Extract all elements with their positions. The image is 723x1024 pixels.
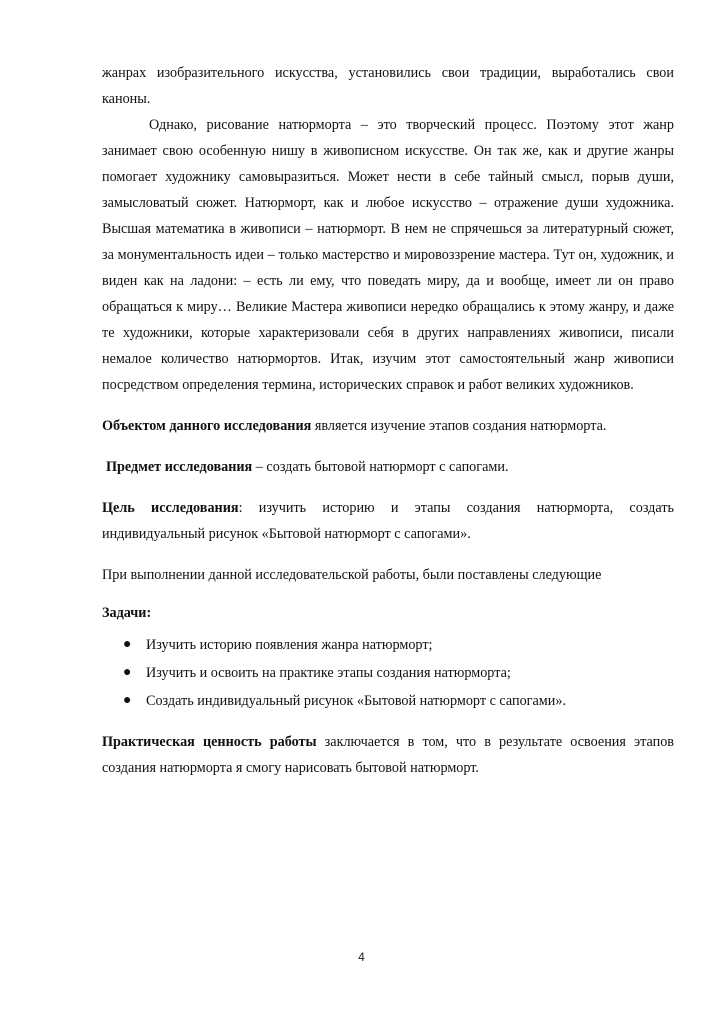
- research-object-label: Объектом данного исследования: [102, 418, 312, 434]
- tasks-list: [102, 632, 674, 714]
- research-goal: [102, 495, 674, 547]
- research-goal-label: Цель исследования: [102, 500, 239, 516]
- tasks-heading: Задачи:: [102, 605, 152, 621]
- practical-value-label: Практическая ценность работы: [102, 734, 317, 750]
- practical-value-text: заключается в том, что в результате освоения этапов создания натюрморта я смогу нарисовать бытовой натюрморт.: [102, 734, 674, 776]
- research-object: [102, 413, 674, 439]
- page-content: [102, 60, 674, 781]
- bullet-icon: ●: [123, 637, 132, 652]
- list-item: ● Изучить историю появления жанра натюрморт;: [102, 632, 674, 658]
- practical-value: [102, 729, 674, 781]
- research-goal-text: : изучить историю и этапы создания натюрморта, создать индивидуальный рисунок «Бытовой натюрморт с сапогами».: [102, 500, 674, 542]
- list-item: ● Изучить и освоить на практике этапы создания натюрморта;: [102, 660, 674, 686]
- research-object-text: является изучение этапов создания натюрморта.: [311, 418, 607, 434]
- bullet-icon: ●: [123, 693, 132, 708]
- research-subject: [102, 454, 674, 480]
- research-subject-text: – создать бытовой натюрморт с сапогами.: [252, 459, 509, 475]
- tasks-intro: При выполнении данной исследовательской работы, были поставлены следующие: [102, 567, 602, 583]
- paragraph-creative-process: Однако, рисование натюрморта – это творческий процесс. Поэтому этот жанр занимает свою особенную нишу в живописном искусстве. Он так же, как и другие жанры помогает художнику самовыразиться. Может нести в себе тайный смысл, порыв души, замысловатый сюжет. Натюрморт, как и любое искусство – отражение души художника. Высшая математика в живописи – натюрморт. В нем не спрячешься за литературный сюжет, за монументальность идеи – только мастерство и мировоззрение мастера. Тут он, художник, и виден как на ладони: – есть ли ему, что поведать миру, да и вообще, имеет ли он право обращаться к миру… Великие Мастера живописи нередко обращались к этому жанру, и даже те художники, которые характеризовали себя в других направлениях живописи, писали немалое количество натюрмортов. Итак, изучим этот самостоятельный жанр живописи посредством определения термина, исторических справок и работ великих художников.: [102, 117, 674, 393]
- bullet-icon: ●: [123, 665, 132, 680]
- research-subject-label: Предмет исследования: [106, 459, 253, 475]
- paragraph-canons: жанрах изобразительного искусства, установились свои традиции, выработались свои каноны.: [102, 65, 674, 107]
- list-item: ● Создать индивидуальный рисунок «Бытовой натюрморт с сапогами».: [102, 688, 674, 714]
- page-number: 4: [358, 950, 365, 964]
